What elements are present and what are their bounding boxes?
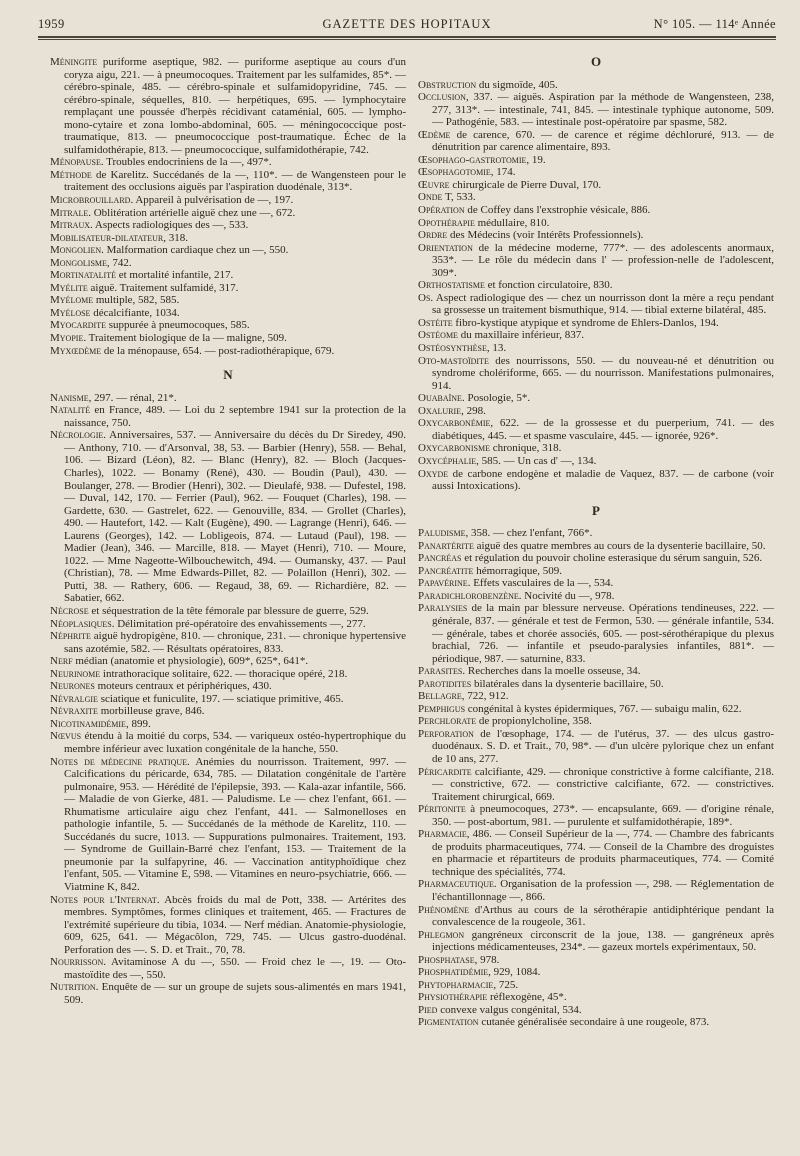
index-entry xyxy=(50,319,406,332)
entry-text: . Traitement biologique de la — maligne, 509. xyxy=(83,332,287,345)
entry-text: décalcifiante, 1034. xyxy=(90,306,180,319)
entry-text: aiguë hydropigène, 810. — chronique, 231. — chronique hypertensive sans azotémie, 582. — Résultats opératoires, 833. xyxy=(64,630,406,655)
index-entry xyxy=(50,156,406,169)
index-entry xyxy=(50,392,406,405)
index-entry xyxy=(418,728,774,766)
index-entry xyxy=(418,217,774,230)
index-entry xyxy=(418,766,774,804)
entry-text: fibro-kystique atypique et syndrome de Ehlers-Danlos, 194. xyxy=(452,316,719,329)
entry-headword: Microbrouillard xyxy=(50,194,131,207)
entry-text: , 725. xyxy=(493,978,519,991)
entry-headword: Paludisme xyxy=(418,527,466,540)
entry-headword: Ostéosynthèse xyxy=(418,342,487,355)
entry-text: . Effets vasculaires de la —, 534. xyxy=(467,577,614,590)
entry-text: congénital à kystes épidermiques, 767. — subaigu malin, 622. xyxy=(465,702,742,715)
index-entry xyxy=(418,204,774,217)
entry-text: gangréneux circonscrit de la joue, 138. — gangréneux après injections médicamenteuses, 234*. — gazeux mortels expérimentaux, 50. xyxy=(432,928,774,954)
index-entry xyxy=(418,279,774,292)
index-entry xyxy=(50,332,406,345)
index-entry xyxy=(50,219,406,232)
index-entry xyxy=(50,605,406,618)
entry-text: médullaire, 810. xyxy=(474,216,550,229)
entry-text: , 19. xyxy=(526,153,546,166)
entry-headword: Nutrition xyxy=(50,981,96,994)
entry-text: . Troubles endocriniens de la —, 497*. xyxy=(100,156,272,169)
entry-text: sciatique et funiculite, 197. — sciatique primitive, 465. xyxy=(97,692,344,705)
entry-headword: Natalité xyxy=(50,404,91,417)
entry-headword: Mitrale xyxy=(50,206,89,219)
entries-p xyxy=(418,527,774,1029)
entry-text: étendu à la moitié du corps, 534. — variqueux ostéo-hypertrophique du membre inférieur avec luxation congénitale de la hanche, 550. xyxy=(64,730,406,755)
entry-text: , 585. — Un cas d' —, 134. xyxy=(476,454,597,467)
entry-headword: Perforation xyxy=(418,727,474,740)
entry-headword: Notes de médecine pratique xyxy=(50,755,188,768)
entry-headword: Parasites xyxy=(418,665,463,678)
entry-headword: Néoplasiques xyxy=(50,617,112,630)
entry-text: , 358. — chez l'enfant, 766*. xyxy=(465,527,593,540)
index-entry xyxy=(418,954,774,967)
entry-headword: Myélome xyxy=(50,294,94,307)
entry-headword: Onde xyxy=(418,191,443,204)
entry-headword: Obstruction xyxy=(418,78,477,91)
index-entry xyxy=(418,665,774,678)
index-entry xyxy=(418,715,774,728)
entry-headword: Méthode xyxy=(50,168,92,181)
entry-headword: Neurones xyxy=(50,680,95,693)
entry-text: . Recherches dans la moelle osseuse, 34. xyxy=(462,665,641,678)
index-entry xyxy=(50,630,406,655)
index-entry xyxy=(418,455,774,468)
entry-headword: Nerf xyxy=(50,655,73,668)
entry-headword: Oto-mastoïdite xyxy=(418,354,489,367)
entry-headword: Phytopharmacie xyxy=(418,978,494,991)
entry-headword: Phosphatase xyxy=(418,953,475,966)
index-entry xyxy=(50,269,406,282)
entry-text: des nourrissons, 550. — du nouveau-né et dénutrition ou syndrome cholériforme, 665. — du nourrisson. Manifestations pulmonaires, 914. xyxy=(432,354,774,392)
entry-text: . Malformation cardiaque chez un —, 550. xyxy=(101,244,289,257)
entry-headword: Méningite xyxy=(50,56,98,68)
entry-headword: Panartérite xyxy=(418,539,474,552)
index-entry xyxy=(418,79,774,92)
entry-text: . Délimitation pré-opératoire des envahissements —, 277. xyxy=(111,617,366,630)
index-entry xyxy=(50,404,406,429)
entry-headword: Oxalurie xyxy=(418,404,462,417)
entry-headword: Pied xyxy=(418,1003,438,1016)
entry-text: de la ménopause, 654. — post-radiothérapique, 679. xyxy=(101,344,335,357)
index-entry xyxy=(50,169,406,194)
entries-m xyxy=(50,56,406,357)
entry-headword: Parotidites xyxy=(418,677,472,690)
entry-headword: Pharmacie xyxy=(418,828,467,841)
index-entry xyxy=(50,618,406,631)
entry-headword: Os xyxy=(418,291,431,304)
entry-headword: Péricardite xyxy=(418,765,472,778)
entry-text: chronique, 318. xyxy=(489,442,562,455)
index-entry xyxy=(50,307,406,320)
entry-text: T, 533. xyxy=(442,191,476,204)
entry-text: morbilleuse grave, 846. xyxy=(97,705,205,718)
entry-text: . Posologie, 5*. xyxy=(461,392,531,405)
entry-text: de carence, 670. — de carence et régime déchloruré, 913. — de dénutrition par carence alimentaire, 893. xyxy=(432,128,774,154)
entry-text: médian (anatomie et physiologie), 609*, 625*, 641*. xyxy=(72,655,309,668)
entry-headword: Paralysies xyxy=(418,602,468,615)
entry-headword: Myélose xyxy=(50,306,91,319)
entry-headword: Myélite xyxy=(50,281,88,294)
index-entry xyxy=(50,705,406,718)
entry-text: et fonction circulatoire, 830. xyxy=(484,279,613,292)
entry-text: , 929, 1084. xyxy=(488,966,541,979)
index-entry xyxy=(418,405,774,418)
entry-text: , 298. xyxy=(461,404,486,417)
entry-headword: Nécrologie xyxy=(50,429,104,442)
index-entry xyxy=(50,956,406,981)
index-entry xyxy=(50,194,406,207)
index-entry xyxy=(50,756,406,894)
index-entry xyxy=(418,979,774,992)
entry-headword: Mobilisateur-dilatateur xyxy=(50,231,164,244)
index-entry xyxy=(418,317,774,330)
entry-headword: Œsophagotomie xyxy=(418,166,491,179)
entry-headword: Pemphigus xyxy=(418,702,466,715)
entry-text: de propionylcholine, 358. xyxy=(476,715,592,728)
index-entry xyxy=(418,91,774,129)
index-entry xyxy=(418,602,774,665)
entry-text: en France, 489. — Loi du 2 septembre 1941 sur la protection de la naissance, 750. xyxy=(64,404,406,429)
entry-text: moteurs centraux et périphériques, 430. xyxy=(94,680,272,693)
entry-headword: Orientation xyxy=(418,241,473,254)
running-header xyxy=(38,14,776,36)
index-entry xyxy=(418,527,774,540)
entry-headword: Paradichlorobenzène xyxy=(418,589,519,602)
entry-headword: Ostéome xyxy=(418,329,458,342)
entry-headword: Phosphatidémie xyxy=(418,966,489,979)
entry-headword: Nicotinamidémie xyxy=(50,717,126,730)
entry-text: multiple, 582, 585. xyxy=(93,294,180,307)
index-entry xyxy=(418,878,774,903)
entry-headword: Opération xyxy=(418,204,465,217)
entry-headword: Œuvre xyxy=(418,178,450,191)
index-entry xyxy=(418,417,774,442)
index-entry xyxy=(50,244,406,257)
entry-text: , 13. xyxy=(486,342,507,355)
index-entry xyxy=(418,468,774,493)
entry-headword: Mongolien xyxy=(50,244,102,257)
entry-text: . Aspect radiologique des — chez un nourrisson dont la mère a reçu pendant sa grossesse un traitement bismuthique, 914. — tibial externe bilatéral, 485. xyxy=(430,291,774,317)
index-entry xyxy=(418,803,774,828)
entry-text: . Abcès froids du mal de Pott, 338. — Artérites des membres. Symptômes, formes cliniques et traitement, 465. — Fractures de l'extrémité supérieure du tibia, 1034. — Nerf médian. Anatomie-physiologie, 609, 625, 641. — Mégacôlon, 729, 745. — Ulcus gastro-duodénal. Perforation des —. S. D. et Trait., 70, 78. xyxy=(64,893,406,956)
entry-text: . Appareil à pulvérisation de —, 197. xyxy=(130,194,294,207)
entry-headword: Oxyde xyxy=(418,467,449,480)
index-entry xyxy=(418,1004,774,1017)
entry-headword: Physiothérapie xyxy=(418,991,488,1004)
index-entry xyxy=(418,703,774,716)
entry-headword: Nourrisson xyxy=(50,956,104,969)
entry-text: de Karelitz. Succédanés de la —, 110*. — de Wangensteen pour le traitement des occlusions aiguës par l'aspiration duodénale, 313*. xyxy=(64,168,406,194)
entry-text: hémorragique, 509. xyxy=(473,564,563,577)
index-entry xyxy=(418,540,774,553)
entry-text: . Aspects radiologiques des —, 533. xyxy=(90,219,249,232)
index-entry xyxy=(50,294,406,307)
entry-text: , 174. xyxy=(490,166,516,179)
index-entry xyxy=(418,242,774,280)
entry-headword: Papavérine xyxy=(418,577,468,590)
index-entry xyxy=(418,1016,774,1029)
entry-headword: Nanisme xyxy=(50,391,89,404)
entry-text: de la médecine moderne, 777*. — des adolescents anormaux, 353*. — Le rôle du médecin dans l' — profession-nelle de l'adolescent, 309*. xyxy=(432,241,774,279)
entry-text: , 337. — aiguës. Aspiration par la méthode de Wangensteen, 238, 277, 313*. — intestinale, 741, 845. — intestinale typhique autonome, 509. — Pathogénie, 583. — intestinale post-opératoire par spasme, 582. xyxy=(432,91,774,129)
entry-headword: Pancréatite xyxy=(418,564,474,577)
entries-o xyxy=(418,79,774,493)
entry-text: , 978. xyxy=(474,953,500,966)
index-entry xyxy=(418,355,774,393)
entry-headword: Opothérapie xyxy=(418,216,475,229)
entry-headword: Ménopause xyxy=(50,156,101,169)
index-entry xyxy=(418,191,774,204)
entry-headword: Perchlorate xyxy=(418,715,477,728)
entry-text: d'Arthus au cours de la sérothérapie antidiphtérique pendant la convalescence de la rougeole, 361. xyxy=(432,903,774,929)
index-entry xyxy=(50,56,406,156)
index-entry xyxy=(418,966,774,979)
entry-text: à pneumocoques, 273*. — encapsulante, 669. — d'origine rénale, 350. — post-abortum, 981. — purulente et sulfamidothérapie, 189*. xyxy=(432,803,774,828)
entry-text: calcifiante, 429. — chronique constrictive à forme calcifiante, 218. — constrictive, 672. — constrictive calcifiante, 672. — constrictives. Traitement chirurgical, 669. xyxy=(432,765,774,803)
entry-text: de l'œsophage, 174. — de l'utérus, 37. — des ulcus gastro-duodénaux. S. D. et Trait., 70, 98*. — d'un ulcère pylorique chez un enfant de 10 ans, 277. xyxy=(432,727,774,765)
entry-headword: Myopie xyxy=(50,332,84,345)
entries-n xyxy=(50,392,406,1007)
entry-headword: Nécrose xyxy=(50,604,89,617)
entry-text: de carbone endogène et maladie de Vaquez, 837. — de carbone (voir aussi Intoxications). xyxy=(432,467,774,493)
index-entry xyxy=(418,154,774,167)
entry-headword: Neurinome xyxy=(50,667,101,680)
index-entry xyxy=(418,129,774,154)
index-entry xyxy=(50,282,406,295)
entry-text: , 899. xyxy=(125,717,151,730)
index-entry xyxy=(418,565,774,578)
index-entry xyxy=(50,981,406,1006)
entry-text: et mortalité infantile, 217. xyxy=(115,269,234,282)
section-letter-p: P xyxy=(592,502,600,518)
index-entry xyxy=(50,655,406,668)
index-entry xyxy=(50,693,406,706)
entry-headword: Oxycarbonémie xyxy=(418,417,491,430)
entry-headword: Pancréas xyxy=(418,552,462,565)
entry-text: bilatérales dans la dysenterie bacillaire, 50. xyxy=(471,677,664,690)
entry-text: intrathoracique solitaire, 622. — thoracique opéré, 218. xyxy=(100,667,348,680)
left-column xyxy=(50,56,406,1006)
entry-headword: Pharmaceutique xyxy=(418,878,494,891)
entry-text: aiguë. Traitement sulfamidé, 317. xyxy=(87,281,239,294)
entry-text: , 318. xyxy=(163,231,188,244)
entry-text: cutanée généralisée secondaire à une rougeole, 873. xyxy=(478,1016,710,1029)
entry-headword: Néphrite xyxy=(50,630,91,643)
entry-headword: Notes pour l'Internat xyxy=(50,893,157,906)
entry-headword: Mitraux xyxy=(50,219,90,232)
index-entry xyxy=(50,668,406,681)
entry-text: , 297. — rénal, 21*. xyxy=(88,391,177,404)
entry-text: . Anniversaires, 537. — Anniversaire du décès du Dr Siredey, 490. — Anthony, 710. — d'Arsonval, 38, 53. — Barbier (Henry), 558. — Behal, 106. — Bizard (Léon), 82. — Blanc (Henry), 82. — Bloch (Jacques-Charles), 1022. — Bonamy (René), 430. — Boudin (Paul), 430. — Boulanger, 278. — Brodier (Henri), 302. — Dieulafé, 938. — Dufestel, 198. — Duval, 142, 170. — Ferrier (Paul), 962. — Fouquet (Charles), 198. — Gardette, 630. — Gastrelet, 622. — Genouville, 834. — Grollet (Charles), 490. — Hautefort, 142. — Kalt (Eugène), 490. — Lagrange (Henri), 646. — Laurens (Georges), 142. — Lobligeois, 874. — Lutaud (Paul), 198. — Madier (Jean), 346. — Marcille, 818. — Mayet (Henri), 710. — Moure, 1022. — Mme Nageotte-Wilbouchewitch, 494. — Oumansky, 437. — Paul (Christian), 78. — Mme Edwards-Pillet, 82. — Polaillon (Henri), 302. — Putti, 38. — Rathery, 606. — Regaud, 38, 69. — Richardière, 82. — Sabatier, 662. xyxy=(64,429,406,605)
entry-headword: Pigmentation xyxy=(418,1016,479,1029)
index-entry xyxy=(50,680,406,693)
entry-text: chirurgicale de Pierre Duval, 170. xyxy=(449,178,602,191)
journal-title: GAZETTE DES HOPITAUX xyxy=(322,17,492,31)
entry-text: . Anémies du nourrisson. Traitement, 997. — Calcifications du péricarde, 634, 785. — Dilatation congénitale de l'artère pulmonaire, 953. — Hérédité de l'épilepsie, 393. — Kala-azar infantile, 566. — Maladie de von Gierke, 481. — Paludisme. Le — chez l'enfant, 661. — Rhumatisme articulaire aigu chez l'enfant, 441. — Salmonelloses en pathologie infantile, 5. — Succédanés de la méthode de Karelitz, 110. — Succédanés du sucre, 1013. — Suppurations pulmonaires. Traitement, 193. — Syndrome de Guillain-Barré chez l'enfant, 153. — Traitement de la pneumonie par la sulfapyrine, 46. — Vaccination antityphoïdique chez l'enfant, 505. — Vitamine E, 598. — Vitamines en neuro-psychiatrie, 666. — Viatmine K, 842. xyxy=(64,755,406,893)
entry-headword: Myocardite xyxy=(50,319,106,332)
entry-headword: Mongolisme xyxy=(50,256,107,269)
entry-text: , 742. xyxy=(106,256,132,269)
entry-headword: Ostéite xyxy=(418,316,453,329)
entry-headword: Névraxite xyxy=(50,705,98,718)
page-number: 1959 xyxy=(38,17,65,31)
index-entry xyxy=(418,590,774,603)
entry-headword: Œsophago-gastrotomie xyxy=(418,153,527,166)
entry-text: . Avitaminose A du —, 550. — Froid chez le —, 19. — Oto-mastoïdite des —, 550. xyxy=(64,956,406,981)
entry-text: du sigmoïde, 405. xyxy=(476,78,558,91)
issue-reference: N° 105. — 114ᵉ Année xyxy=(653,17,776,31)
index-entry xyxy=(50,718,406,731)
entry-text: , 622. — de la grossesse et du puerperium, 741. — des diabétiques, 445. — et spasme vasculaire, 445. — ignorée, 926*. xyxy=(432,417,774,442)
entry-text: des Médecins (voir Intérêts Professionnels). xyxy=(447,229,644,242)
entry-headword: Ouabaïne xyxy=(418,392,462,405)
entry-headword: Ordre xyxy=(418,229,448,242)
index-entry xyxy=(418,552,774,565)
index-entry xyxy=(418,329,774,342)
entry-headword: Péritonite xyxy=(418,803,466,816)
entry-headword: Occlusion xyxy=(418,91,466,104)
entry-headword: Mortinatalité xyxy=(50,269,116,282)
index-entry xyxy=(418,342,774,355)
entry-text: . Organisation de la profession —, 298. — Réglementation de l'échantillonnage —, 866. xyxy=(432,878,774,903)
index-entry xyxy=(50,345,406,358)
entry-text: de la main par blessure nerveuse. Opérations tendineuses, 222. — générale, 837. — générale et test de Fermon, 530. — générale infantile, 534. — générale, tabes et chorée associés, 605. — post-sérothérapique du plexus brachial, 726. — infantile et pseudo-paralysies infantiles, 881*. — périodique, 987. — saturnine, 833. xyxy=(432,602,774,665)
index-entry xyxy=(418,678,774,691)
entry-text: aiguë des quatre membres au cours de la dysenterie bacillaire, 50. xyxy=(473,539,766,552)
entry-text: du maxillaire inférieur, 837. xyxy=(457,329,584,342)
index-entry xyxy=(418,690,774,703)
index-entry xyxy=(418,991,774,1004)
section-letter-o: O xyxy=(590,54,602,69)
index-entry xyxy=(418,292,774,317)
entry-text: suppurée à pneumocoques, 585. xyxy=(106,319,250,332)
entry-text: réflexogène, 45*. xyxy=(487,991,567,1004)
entry-headword: Phénomène xyxy=(418,903,470,916)
index-entry xyxy=(418,828,774,878)
entry-headword: Myxœdème xyxy=(50,344,102,357)
entry-headword: Oxycéphalie xyxy=(418,454,477,467)
index-entry xyxy=(418,929,774,954)
index-entry xyxy=(50,232,406,245)
index-entry xyxy=(418,166,774,179)
entry-headword: Phlegmon xyxy=(418,928,465,941)
entry-headword: Œdème xyxy=(418,128,451,141)
index-entry xyxy=(418,577,774,590)
section-letter-n: N xyxy=(223,367,233,383)
entry-headword: Nœvus xyxy=(50,730,82,743)
entry-text: convexe valgus congénital, 534. xyxy=(437,1003,582,1016)
entry-headword: Oxycarbonisme xyxy=(418,442,490,455)
index-entry xyxy=(50,207,406,220)
entry-text: . Nocivité du —, 978. xyxy=(518,589,615,602)
header-rule-thick xyxy=(38,36,776,38)
entry-headword: Orthostatisme xyxy=(418,279,485,292)
entry-text: , 486. — Conseil Supérieur de la —, 774. — Chambre des fabricants de produits pharmaceutiques, 774. — Conseil de la Chambre des droguistes en pharmacie et répartiteurs de produits pharmaceutiques, 774. — Comité technique des spécialités, 774. xyxy=(432,828,774,878)
entry-headword: Bellagre xyxy=(418,690,462,703)
index-entry xyxy=(418,179,774,192)
entry-text: . Enquête de — sur un groupe de sujets sous-alimentés en mars 1941, 509. xyxy=(64,981,406,1006)
index-entry xyxy=(50,894,406,957)
entry-text: et régulation du pouvoir choline esterasique du sérum sanguin, 526. xyxy=(461,552,763,565)
entry-text: . Oblitération artérielle aiguë chez une —, 672. xyxy=(88,206,296,219)
index-entry xyxy=(418,904,774,929)
header-rule-thin xyxy=(38,39,776,40)
index-entry xyxy=(418,442,774,455)
entry-text: de Coffey dans l'exstrophie vésicale, 886. xyxy=(464,204,651,217)
index-entry xyxy=(50,730,406,755)
entry-text: puriforme aseptique, 982. — puriforme aseptique au cours d'un coryza aigu, 221. — à pneumocoques. Traitement par les sulfamides, 85*. — cérébro-spinale, 485. — cérébro-spinale et sulfamidopyridine, 745. — cérébro-spinale, séquelles, 810. — herpétiques, 695. — lymphocytaire remplaçant une poussée d'herpès récidivant cataménial, 605. — lympho-mono-cytaire et zona lombo-abdominal, 605. — méningococcique post-traumatique, 813. — pneumococcique post-traumatique. Échec de la sulfamidothérapie, 813. — pneumococcique, sulfamidothérapie, 742. xyxy=(64,56,406,156)
index-entry xyxy=(50,257,406,270)
entry-headword: Névralgie xyxy=(50,692,98,705)
entry-text: et séquestration de la tête fémorale par blessure de guerre, 529. xyxy=(88,604,369,617)
entry-text: , 722, 912. xyxy=(461,690,509,703)
right-column xyxy=(418,56,774,1029)
index-entry xyxy=(50,429,406,605)
index-entry xyxy=(418,392,774,405)
index-entry xyxy=(418,229,774,242)
